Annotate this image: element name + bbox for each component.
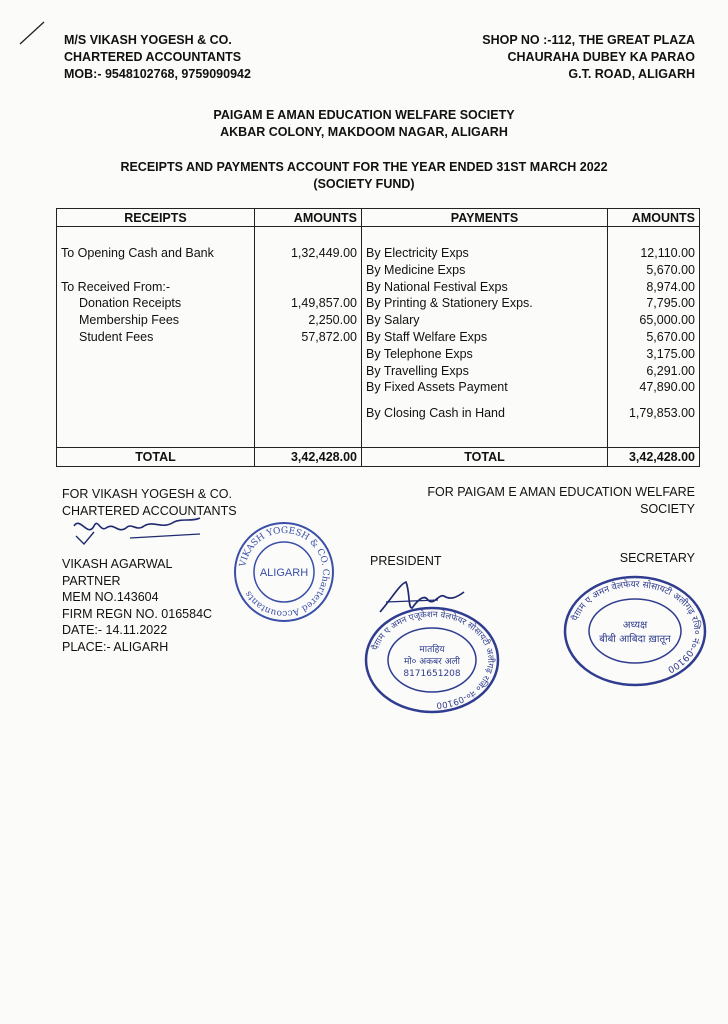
secretary-seal xyxy=(560,572,710,690)
receipt-amount: 1,32,449.00 xyxy=(255,245,362,262)
receipts-header: RECEIPTS xyxy=(57,209,255,227)
payment-amount: 1,79,853.00 xyxy=(608,396,700,430)
payment-amount: 6,291.00 xyxy=(608,363,700,380)
receipt-amount xyxy=(255,346,362,363)
account-subtitle: (SOCIETY FUND) xyxy=(313,177,415,191)
receipt-amount: 1,49,857.00 xyxy=(255,295,362,312)
secretary-seal-line-2: बीबी आबिदा ख़ातून xyxy=(599,634,671,645)
receipt-item xyxy=(57,363,255,380)
payment-amount: 8,974.00 xyxy=(608,279,700,296)
payment-item: By Staff Welfare Exps xyxy=(362,329,608,346)
receipt-item: Student Fees xyxy=(57,329,255,346)
account-title: RECEIPTS AND PAYMENTS ACCOUNT FOR THE YEAR ENDED 31ST MARCH 2022 xyxy=(120,160,608,174)
secretary-seal-line-1: अध्यक्ष xyxy=(622,620,648,631)
payment-amount: 5,670.00 xyxy=(608,329,700,346)
account-title-block xyxy=(0,159,728,193)
receipt-amount xyxy=(255,279,362,296)
receipt-amount xyxy=(255,262,362,279)
receipt-amount: 57,872.00 xyxy=(255,329,362,346)
address-line-2: CHAURAHA DUBEY KA PARAO xyxy=(507,50,695,64)
receipt-item: Membership Fees xyxy=(57,312,255,329)
payment-item: By National Festival Exps xyxy=(362,279,608,296)
organization-name: PAIGAM E AMAN EDUCATION WELFARE SOCIETY xyxy=(213,108,515,122)
partner-name: VIKASH AGARWAL xyxy=(62,557,173,571)
payments-total-label: TOTAL xyxy=(362,447,608,466)
payment-amount: 65,000.00 xyxy=(608,312,700,329)
society-signature-block xyxy=(427,484,695,517)
table-row xyxy=(57,329,700,346)
society-for-line-2: SOCIETY xyxy=(640,501,695,516)
firm-header xyxy=(64,32,251,83)
table-row xyxy=(57,262,700,279)
ca-seal xyxy=(232,520,336,624)
receipt-item xyxy=(57,262,255,279)
payments-header: PAYMENTS xyxy=(362,209,608,227)
society-for-line-1: FOR PAIGAM E AMAN EDUCATION WELFARE xyxy=(427,485,695,499)
firm-name: M/S VIKASH YOGESH & CO. xyxy=(64,33,232,47)
receipt-item xyxy=(57,379,255,396)
firm-ca-line: CHARTERED ACCOUNTANTS xyxy=(62,503,237,518)
secretary-label: SECRETARY xyxy=(619,551,695,565)
receipt-item: To Opening Cash and Bank xyxy=(57,245,255,262)
president-seal-line-3: 8171651208 xyxy=(403,669,461,679)
signing-date: DATE:- 14.11.2022 xyxy=(62,623,168,637)
president-seal xyxy=(362,604,502,716)
payment-item: By Closing Cash in Hand xyxy=(362,396,608,430)
receipt-amount xyxy=(255,379,362,396)
president-seal-ring-text: पैग़ाम ए अमन एजूकेशन वेलफेयर सोसायटी अलीगढ़ रजि० नं०-09100 xyxy=(370,609,496,710)
payment-item: By Medicine Exps xyxy=(362,262,608,279)
organization-block xyxy=(0,107,728,141)
corner-mark xyxy=(18,18,48,48)
membership-number: MEM NO.143604 xyxy=(62,590,159,604)
payment-amount: 7,795.00 xyxy=(608,295,700,312)
payment-item: By Travelling Exps xyxy=(362,363,608,380)
payment-item: By Electricity Exps xyxy=(362,245,608,262)
table-row xyxy=(57,279,700,296)
address-line-1: SHOP NO :-112, THE GREAT PLAZA xyxy=(482,33,695,47)
ca-seal-ring-text: VIKASH YOGESH & CO. Chartered Accountants xyxy=(238,525,331,619)
receipt-amount: 2,250.00 xyxy=(255,312,362,329)
receipts-total-label: TOTAL xyxy=(57,447,255,466)
firm-registration: FIRM REGN NO. 016584C xyxy=(62,606,213,621)
firm-for-line: FOR VIKASH YOGESH & CO. xyxy=(62,487,232,501)
payment-amounts-header: AMOUNTS xyxy=(608,209,700,227)
table-row xyxy=(57,346,700,363)
signing-place: PLACE:- ALIGARH xyxy=(62,639,169,654)
receipts-payments-table xyxy=(56,208,700,467)
receipt-item xyxy=(57,346,255,363)
table-row xyxy=(57,379,700,396)
payment-amount: 12,110.00 xyxy=(608,245,700,262)
payment-item: By Salary xyxy=(362,312,608,329)
table-row xyxy=(57,295,700,312)
receipt-item: To Received From:- xyxy=(57,279,255,296)
ca-seal-center-text: ALIGARH xyxy=(259,567,309,579)
payment-amount: 5,670.00 xyxy=(608,262,700,279)
payment-item: By Printing & Stationery Exps. xyxy=(362,295,608,312)
table-row xyxy=(57,396,700,430)
address-line-3: G.T. ROAD, ALIGARH xyxy=(568,67,695,81)
payment-item: By Telephone Exps xyxy=(362,346,608,363)
receipt-amounts-header: AMOUNTS xyxy=(255,209,362,227)
table-row xyxy=(57,312,700,329)
payment-amount: 47,890.00 xyxy=(608,379,700,396)
receipt-amount xyxy=(255,363,362,380)
partner-role: PARTNER xyxy=(62,573,121,588)
president-seal-line-2: मो० अकबर अली xyxy=(403,657,461,667)
firm-address xyxy=(482,32,695,83)
secretary-seal-ring-text: पैग़ाम ए अमन वेलफेयर सोसायटी अलीगढ़ रजि० नं०-09100 xyxy=(570,579,702,675)
president-label: PRESIDENT xyxy=(370,554,442,568)
firm-type: CHARTERED ACCOUNTANTS xyxy=(64,50,242,64)
table-header-row xyxy=(57,209,700,227)
receipt-item: Donation Receipts xyxy=(57,295,255,312)
president-seal-line-1: मातहिय xyxy=(419,645,445,655)
firm-mobile: MOB:- 9548102768, 9759090942 xyxy=(64,67,251,81)
partner-details xyxy=(62,556,212,655)
partner-signature xyxy=(70,508,210,548)
payments-total-amount: 3,42,428.00 xyxy=(608,447,700,466)
payment-item: By Fixed Assets Payment xyxy=(362,379,608,396)
receipts-total-amount: 3,42,428.00 xyxy=(255,447,362,466)
receipt-amount xyxy=(255,396,362,430)
organization-address: AKBAR COLONY, MAKDOOM NAGAR, ALIGARH xyxy=(220,125,508,139)
receipt-item xyxy=(57,396,255,430)
table-row xyxy=(57,363,700,380)
payment-amount: 3,175.00 xyxy=(608,346,700,363)
table-row xyxy=(57,245,700,262)
total-row xyxy=(57,447,700,466)
